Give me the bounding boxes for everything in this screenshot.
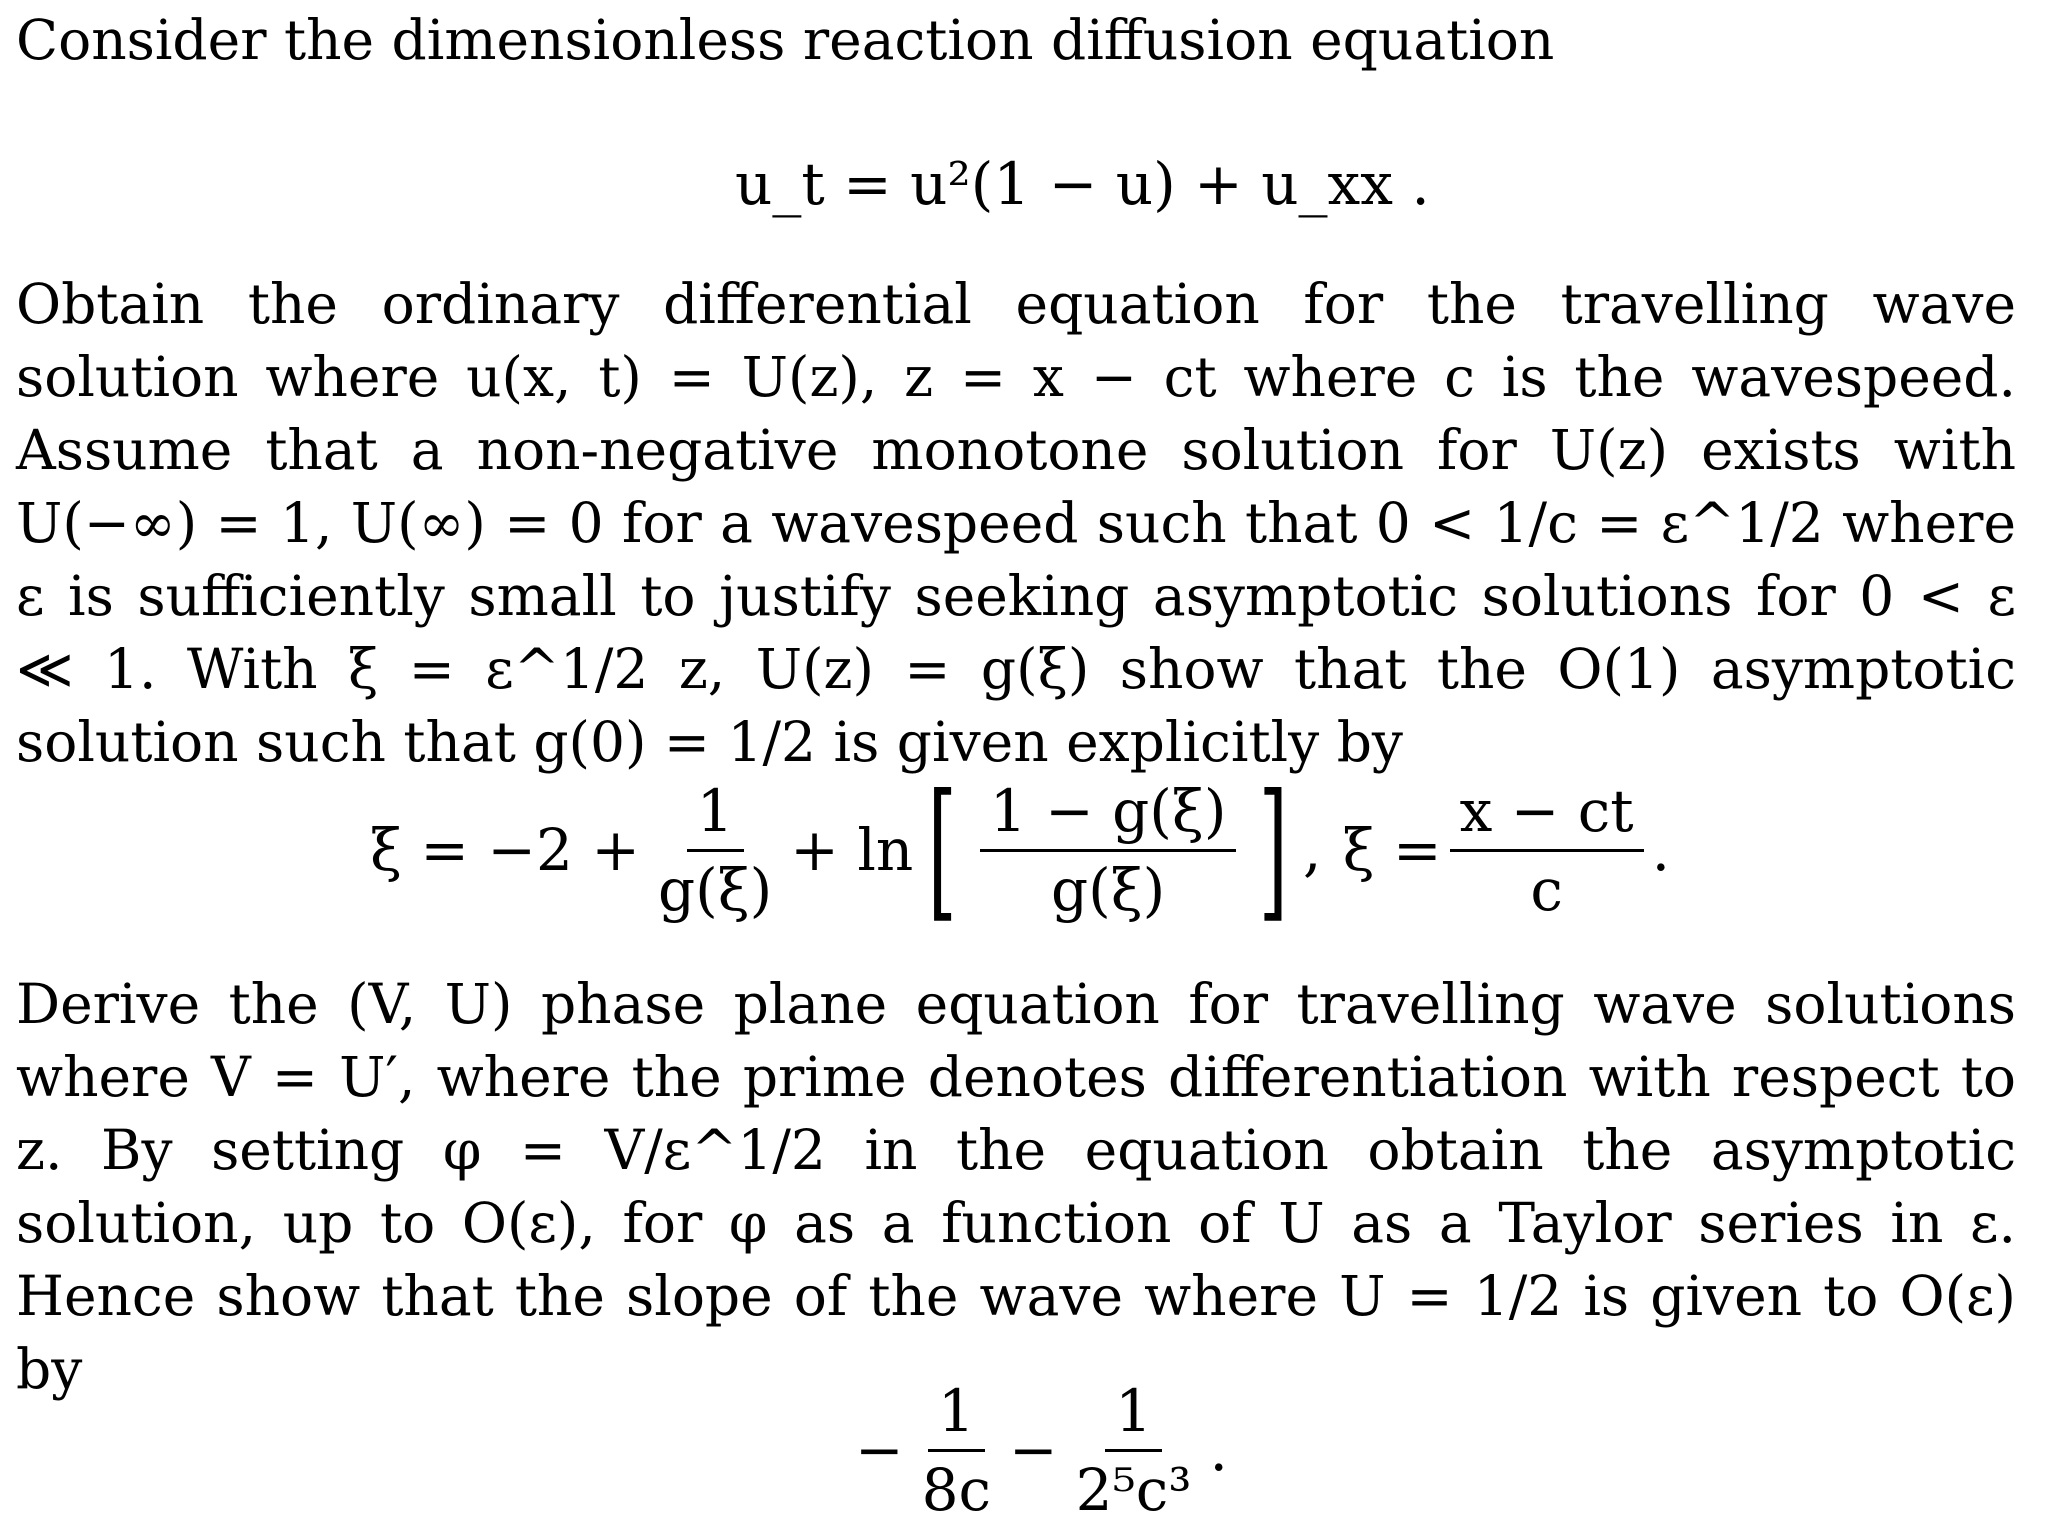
eq3-period: . — [1209, 1416, 1228, 1484]
eq3-fraction-1: $\frac{1}{8c}$ — [921, 1376, 991, 1524]
right-bracket: ] — [1259, 763, 1289, 937]
reaction-diffusion-equation: u_t = u²(1 − u) + u_xx . — [735, 150, 1430, 218]
eq3-minus-2: − — [1009, 1416, 1058, 1484]
problem-paragraph-1: Obtain the ordinary differential equation for the travelling wave solution where u(x, t) = U(z), z = x − ct where c is the wavespeed. Assume that a non-negative monotone solution for U(z) exists with U(−∞) = 1, U(∞) = 0 for a wavespeed such that 0 < 1/c = ε^1/2 where ε is sufficiently small to justify seeking asymptotic solutions for 0 < ε ≪ 1. With ξ = ε^1/2 z, U(z) = g(ξ) show that the O(1) asymptotic solution such that g(0) = 1/2 is given explicitly by — [16, 272, 2016, 774]
eq2-lhs: ξ = −2 + — [370, 816, 640, 884]
slope-equation — [855, 1376, 1255, 1524]
eq2-fraction-2: $\frac{1 - g(\xi)}{g(\xi)}$ — [980, 777, 1237, 924]
asymptotic-solution-equation — [370, 760, 1670, 940]
eq2-fraction-1: $\frac{1}{g(\xi)}$ — [657, 776, 773, 924]
problem-paragraph-2: Derive the (V, U) phase plane equation for travelling wave solutions where V = U′, where the prime denotes differentiation with respect to z. By setting φ = V/ε^1/2 in the equation obtain the asymptotic solution, up to O(ε), for φ as a function of U as a Taylor series in ε. Hence show that the slope of the wave where U = 1/2 is given to O(ε) by — [16, 972, 2016, 1401]
intro-text: Consider the dimensionless reaction diffusion equation — [16, 8, 1555, 72]
left-bracket: [ — [927, 763, 958, 937]
eq3-minus: − — [855, 1416, 904, 1484]
eq2-ln: + ln — [790, 816, 914, 884]
eq2-period: . — [1651, 816, 1670, 884]
eq2-lhs-2: ξ = — [1342, 816, 1442, 884]
eq2-fraction-3: $\frac{x - ct}{c}$ — [1450, 777, 1644, 924]
eq2-comma: , — [1303, 816, 1322, 884]
eq3-fraction-2: $\frac{1}{\text{2⁵c³}}$ — [1075, 1376, 1192, 1524]
